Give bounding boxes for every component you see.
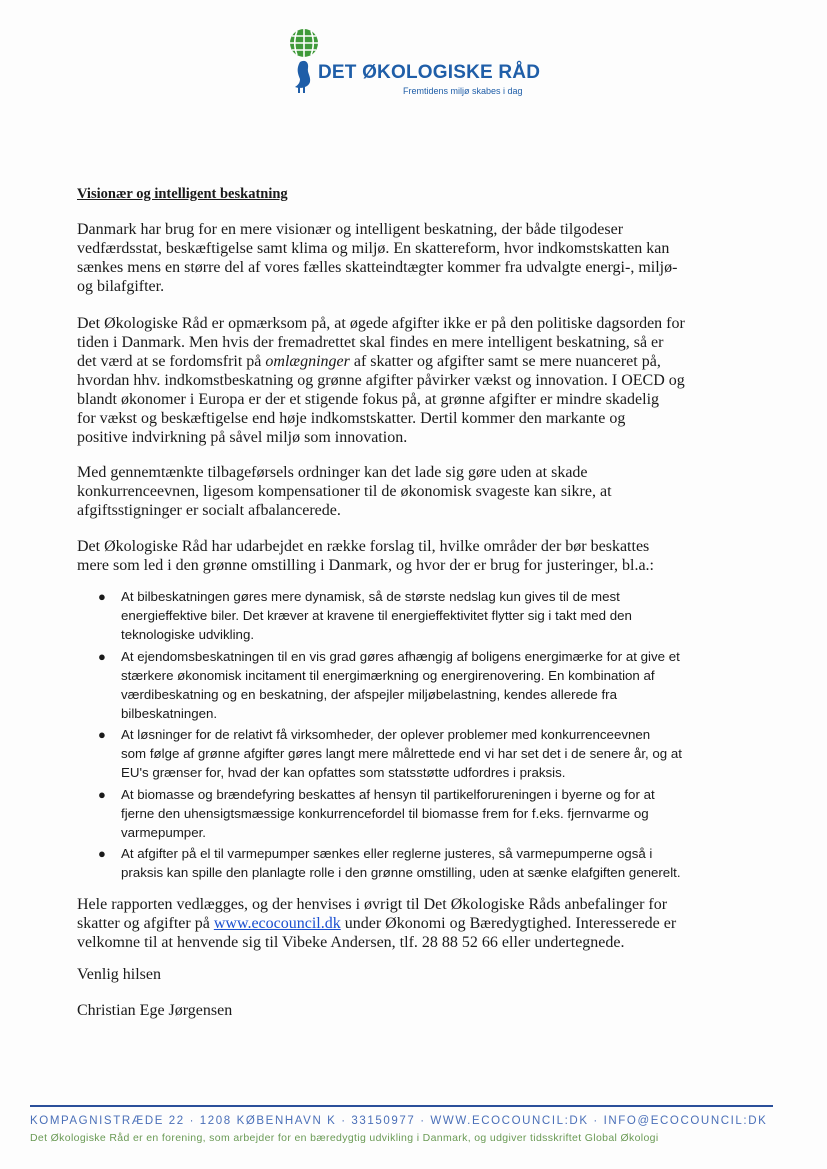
- text-line: praksis kan spille den planlagte rolle i den grønne omstilling, uden at sænke elafgiften generelt.: [121, 865, 681, 880]
- text-line: teknologiske udvikling.: [121, 627, 255, 642]
- website-link[interactable]: www.ecocouncil.dk: [213, 915, 341, 932]
- text-line: for vækst og beskæftigelse end høje indkomstskatter. Dertil kommer den markante og: [77, 410, 626, 427]
- document-title: Visionær og intelligent beskatning: [77, 186, 288, 202]
- paragraph-intro: [77, 220, 677, 296]
- text-line: positive indvirkning på såvel miljø som innovation.: [77, 429, 408, 446]
- organization-tagline: Fremtidens miljø skabes i dag: [403, 86, 523, 96]
- bullet-icon: ●: [98, 786, 106, 802]
- footer-address: KOMPAGNISTRÆDE 22 · 1208 KØBENHAVN K · 33150977 · WWW.ECOCOUNCIL:DK · INFO@ECOCOUNCIL:DK: [30, 1115, 768, 1127]
- text-line: værdibeskatning og en beskatning, der afspejler miljøbelastning, kendes allerede fra: [121, 686, 617, 702]
- greeting: Venlig hilsen: [77, 966, 161, 983]
- globe-icon: [290, 29, 318, 57]
- bird-icon: [295, 61, 310, 93]
- text-line: blandt økonomer i Europa er der et stigende fokus på, at grønne afgifter er mindre skadelig: [77, 391, 660, 408]
- text-line: Med gennemtænkte tilbageførsels ordninger kan det lade sig gøre uden at skade: [77, 464, 588, 481]
- text-line: varmepumper.: [121, 824, 206, 840]
- footer-divider: [30, 1105, 773, 1107]
- list-item: [98, 844, 682, 882]
- text-line: bilbeskatningen.: [121, 705, 218, 721]
- list-item: [98, 587, 682, 644]
- bullet-icon: ●: [98, 727, 106, 742]
- text-line: hvordan hhv. indkomstbeskatning og grønne afgifter påvirker vækst og innovation. I OECD og: [77, 372, 685, 389]
- text: skatter og afgifter på: [77, 915, 214, 932]
- bullet-icon: ●: [98, 589, 106, 604]
- signature: Christian Ege Jørgensen: [77, 1002, 233, 1019]
- proposal-list: [98, 587, 682, 885]
- paragraph-closing: [77, 895, 676, 952]
- text-line: og bilafgifter.: [77, 278, 165, 295]
- text-line: energieffektive biler. Det kræver at kravene til energieffektivitet flytter sig i takt med den: [121, 608, 632, 623]
- text-line: vedfærdsstat, beskæftigelse samt klima og miljø. En skattereform, hvor indkomstskatten kan: [77, 240, 670, 257]
- text-line: velkomne til at henvende sig til Vibeke Andersen, tlf. 28 88 52 66 eller undertegnede.: [77, 934, 625, 951]
- text-line: mere som led i den grønne omstilling i Danmark, og hvor der er brug for justeringer, bl.a.:: [77, 557, 654, 574]
- text-line: sænkes mens en større del af vores fælles skatteindtægter kommer fra udvalgte energi-, miljø-: [77, 259, 678, 276]
- text-line: [77, 352, 685, 371]
- text: under Økonomi og Bæredygtighed. Interesserede er: [340, 915, 677, 932]
- emphasis: omlægninger: [265, 353, 350, 370]
- paragraph-context: [77, 314, 685, 447]
- text-line: fjerne den uhensigtsmæssige konkurrencefordel til biomasse frem for f.eks. fjernvarme og: [121, 805, 649, 821]
- paragraph-proposals: [77, 537, 654, 575]
- text: det værd at se fordomsfrit på: [77, 353, 266, 370]
- text: af skatter og afgifter samt se mere nuanceret på,: [349, 353, 661, 370]
- text-line: At ejendomsbeskatningen til en vis grad gøres afhængig af boligens energimærke for at give et: [121, 648, 680, 664]
- text-line: afgiftsstigninger er socialt afbalancerede.: [77, 502, 341, 519]
- text-line: At afgifter på el til varmepumper sænkes eller reglerne justeres, så varmepumperne også i: [121, 846, 653, 861]
- text-line: At løsninger for de relativt få virksomheder, der oplever problemer med konkurrenceevnen: [121, 727, 651, 742]
- text-line: At biomasse og brændefyring beskattes af hensyn til partikelforureningen i byerne og for at: [121, 786, 655, 802]
- footer-description: Det Økologiske Råd er en forening, som arbejder for en bæredygtig udvikling i Danmark, og udgiver tidsskriftet Global Økologi: [30, 1132, 659, 1144]
- text-line: tiden i Danmark. Men hvis der fremadrettet skal findes en mere intelligent beskatning, så er: [77, 334, 664, 351]
- text-line: stærkere økonomisk incitament til energimærkning og energirenovering. En kombination af: [121, 667, 655, 683]
- text-line: Hele rapporten vedlægges, og der henvises i øvrigt til Det Økologiske Råds anbefalinger for: [77, 896, 668, 913]
- bullet-icon: ●: [98, 846, 106, 861]
- text-line: Det Økologiske Råd er opmærksom på, at øgede afgifter ikke er på den politiske dagsorden for: [77, 315, 685, 332]
- list-item: [98, 647, 682, 723]
- text-line: som følge af grønne afgifter gøres langt mere målrettede end vi har set det i de senere år, og at: [121, 746, 682, 761]
- list-item: [98, 725, 682, 782]
- text-line: EU's grænser for, hvad der kan opfattes som statsstøtte udfordres i praksis.: [121, 765, 566, 780]
- paragraph-compensation: [77, 463, 612, 520]
- text-line: Danmark har brug for en mere visionær og intelligent beskatning, der både tilgodeser: [77, 221, 624, 238]
- text-line: Det Økologiske Råd har udarbejdet en række forslag til, hvilke områder der bør beskattes: [77, 538, 650, 555]
- text-line: konkurrenceevnen, ligesom kompensationer til de økonomisk svageste kan sikre, at: [77, 483, 612, 500]
- organization-name: DET ØKOLOGISKE RÅD: [318, 62, 541, 83]
- text-line: At bilbeskatningen gøres mere dynamisk, så de største nedslag kun gives til de mest: [121, 589, 620, 604]
- list-item: [98, 785, 682, 842]
- bullet-icon: ●: [98, 648, 106, 664]
- text-line: [77, 914, 676, 933]
